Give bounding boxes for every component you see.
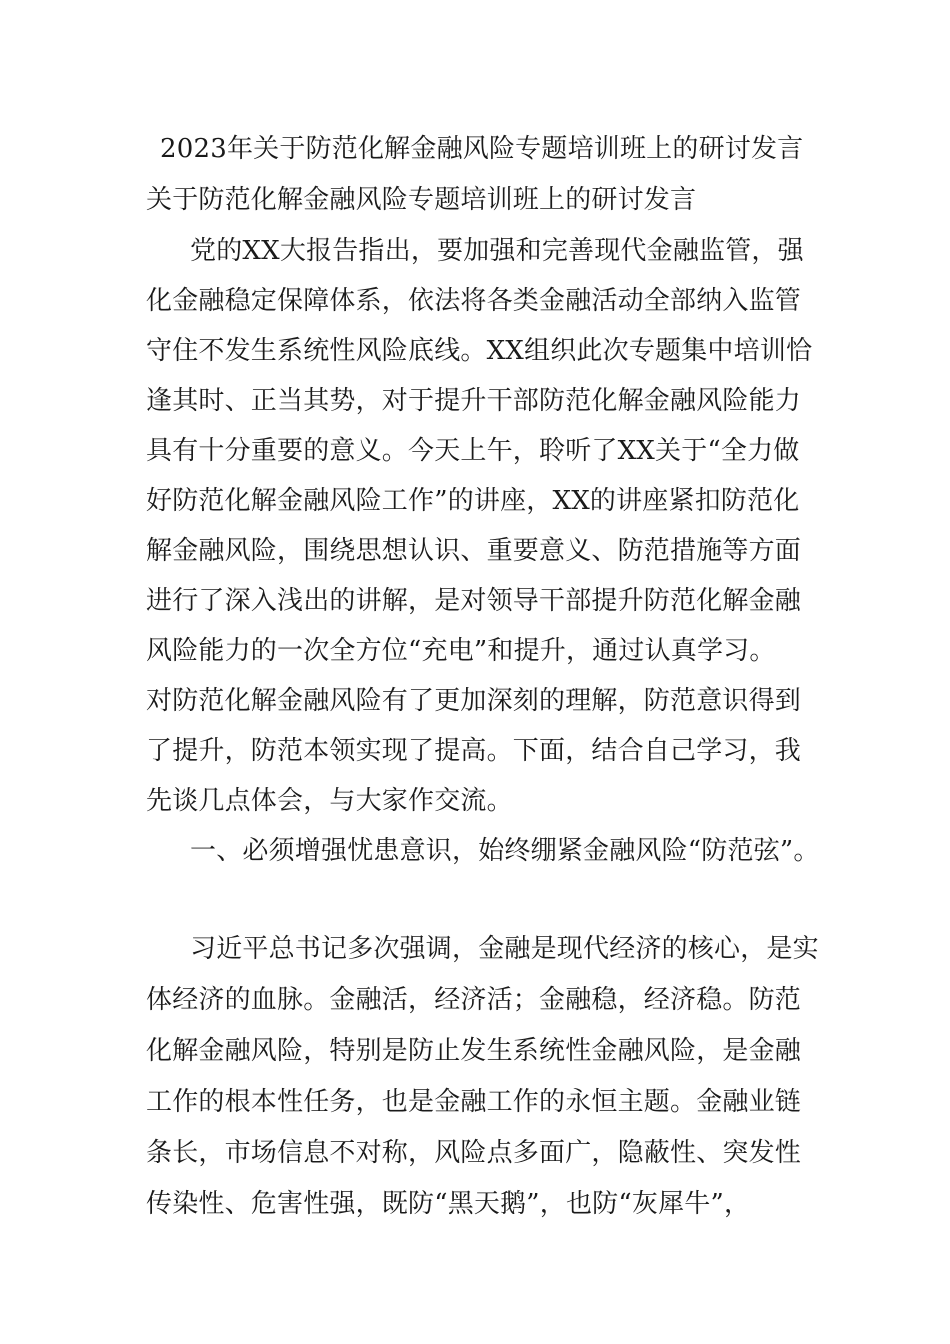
document-title: 2023年关于防范化解金融风险专题培训班上的研讨发言: [160, 134, 804, 164]
paragraph-1-line: 解金融风险，围绕思想认识、重要意义、防范措施等方面: [146, 536, 802, 566]
paragraph-1-line: 党的XX大报告指出，要加强和完善现代金融监管，强: [190, 236, 804, 266]
paragraph-2-line: 化解金融风险，特别是防止发生系统性金融风险，是金融: [146, 1036, 802, 1066]
paragraph-1-line: 进行了深入浅出的讲解，是对领导干部提升防范化解金融: [146, 586, 802, 616]
section-heading-1: 一、必须增强忧患意识，始终绷紧金融风险“防范弦”。: [190, 836, 820, 866]
paragraph-2-line: 体经济的血脉。金融活，经济活；金融稳，经济稳。防范: [146, 985, 802, 1015]
paragraph-2-line: 条长，市场信息不对称，风险点多面广，隐蔽性、突发性: [146, 1138, 802, 1168]
document-subtitle: 关于防范化解金融风险专题培训班上的研讨发言: [146, 185, 697, 215]
paragraph-2-line: 习近平总书记多次强调，金融是现代经济的核心，是实: [190, 934, 819, 964]
paragraph-1-line: 守住不发生系统性风险底线。XX组织此次专题集中培训恰: [146, 336, 813, 366]
paragraph-1-line: 对防范化解金融风险有了更加深刻的理解，防范意识得到: [146, 686, 802, 716]
paragraph-2-line: 传染性、危害性强，既防“黑天鹅”，也防“灰犀牛”，: [146, 1189, 751, 1219]
paragraph-1-line: 逢其时、正当其势，对于提升干部防范化解金融风险能力: [146, 386, 802, 416]
paragraph-2-line: 工作的根本性任务，也是金融工作的永恒主题。金融业链: [146, 1087, 802, 1117]
paragraph-1-line: 好防范化解金融风险工作”的讲座，XX的讲座紧扣防范化: [146, 486, 800, 516]
paragraph-1-line: 化金融稳定保障体系，依法将各类金融活动全部纳入监管: [146, 286, 802, 316]
paragraph-1-line: 风险能力的一次全方位“充电”和提升，通过认真学习。: [146, 636, 776, 666]
paragraph-1-line: 具有十分重要的意义。今天上午，聆听了XX关于“全力做: [146, 436, 800, 466]
paragraph-1-line: 了提升，防范本领实现了提高。下面，结合自己学习，我: [146, 736, 802, 766]
paragraph-1-line: 先谈几点体会，与大家作交流。: [146, 786, 513, 816]
